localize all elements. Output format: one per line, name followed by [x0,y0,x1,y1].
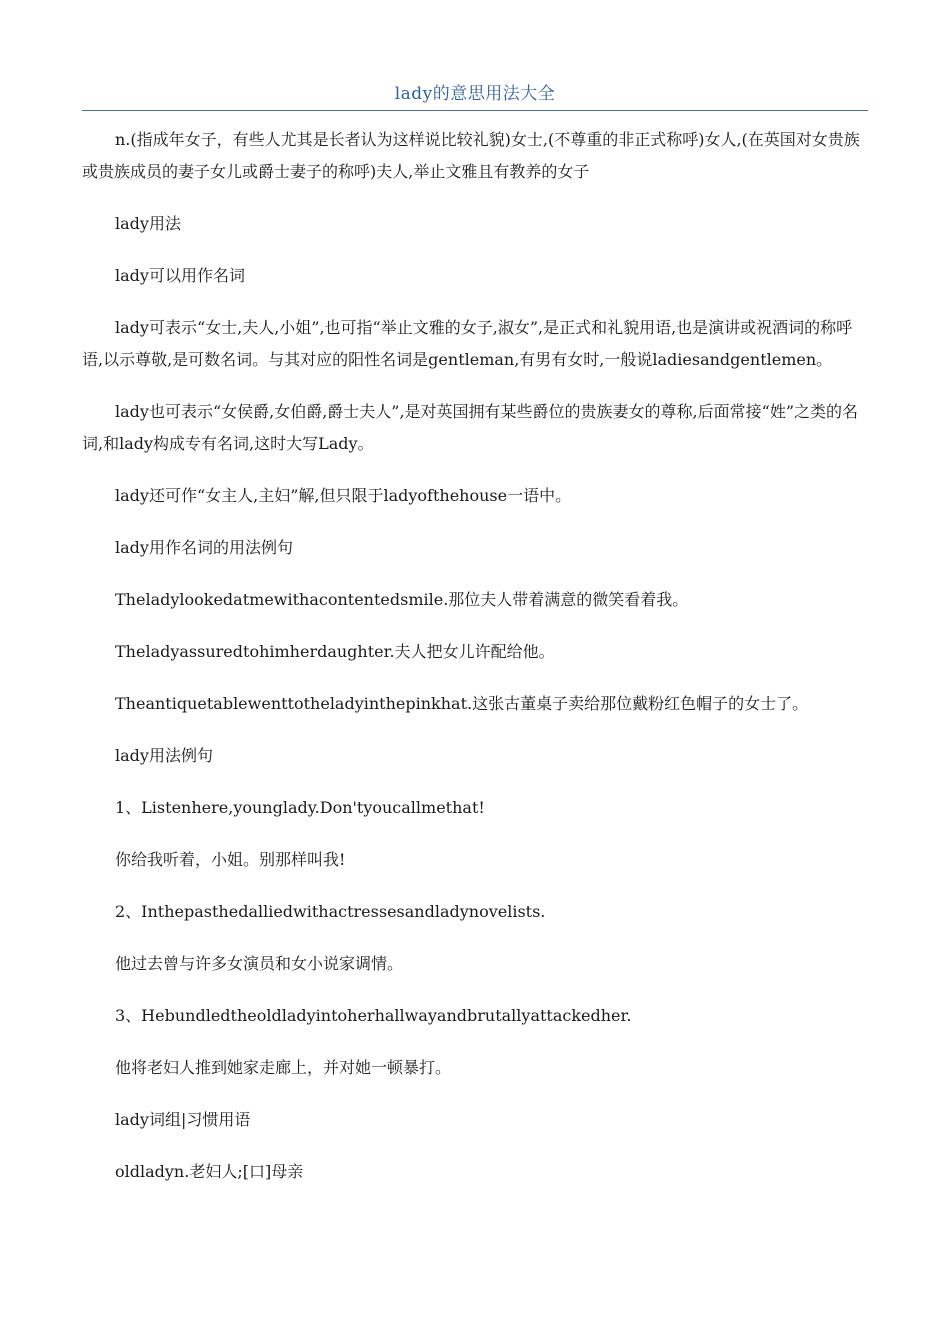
example-sentence-zh: 你给我听着，小姐。别那样叫我! [115,850,346,869]
paragraph-noun-meaning: lady可表示“女士,夫人,小姐”,也可指“举止文雅的女子,淑女”,是正式和礼貌用语,也是演讲或祝酒词的称呼语,以示尊敬,是可数名词。与其对应的阳性名词是gentleman,有男有女时,一般说ladiesandgentlemen。 [82,318,853,369]
page-title: lady的意思用法大全 [394,84,556,104]
paragraph-definition: n.(指成年女子，有些人尤其是长者认为这样说比较礼貌)女士,(不尊重的非正式称呼)女人,(在英国对女贵族或贵族成员的妻子女儿或爵士妻子的称呼)夫人,举止文雅且有教养的女子 [82,130,860,181]
paragraph-hostess-meaning: lady还可作“女主人,主妇”解,但只限于ladyofthehouse一语中。 [115,486,572,505]
paragraph-title-meaning: lady也可表示“女侯爵,女伯爵,爵士夫人”,是对英国拥有某些爵位的贵族妻女的尊称,后面常接“姓”之类的名词,和lady构成专有名词,这时大写Lady。 [82,402,859,453]
example-sentence-zh: 他过去曾与许多女演员和女小说家调情。 [115,954,404,973]
document-body [82,124,868,1188]
paragraph-examples-heading: lady用法例句 [115,746,213,765]
paragraph-phrases-heading: lady词组|习惯用语 [115,1110,251,1129]
example-sentence-en: 2、Inthepasthedalliedwithactressesandladynovelists. [115,902,546,921]
example-sentence: Theladyassuredtohimherdaughter.夫人把女儿许配给他。 [115,642,555,661]
paragraph-heading-usage: lady用法 [115,214,181,233]
example-sentence-en: 3、Hebundledtheoldladyintoherhallwayandbrutallyattackedher. [115,1006,632,1025]
example-sentence-zh: 他将老妇人推到她家走廊上，并对她一顿暴打。 [115,1058,452,1077]
example-sentence: Theantiquetablewenttotheladyinthepinkhat.这张古董桌子卖给那位戴粉红色帽子的女士了。 [115,694,809,713]
phrase-entry: oldladyn.老妇人;[口]母亲 [115,1162,304,1181]
page-header [82,82,868,111]
paragraph-noun-heading: lady可以用作名词 [115,266,245,285]
example-sentence-en: 1、Listenhere,younglady.Don'tyoucallmethat! [115,798,485,817]
example-sentence: Theladylookedatmewithacontentedsmile.那位夫人带着满意的微笑看着我。 [115,590,689,609]
paragraph-noun-examples-heading: lady用作名词的用法例句 [115,538,293,557]
